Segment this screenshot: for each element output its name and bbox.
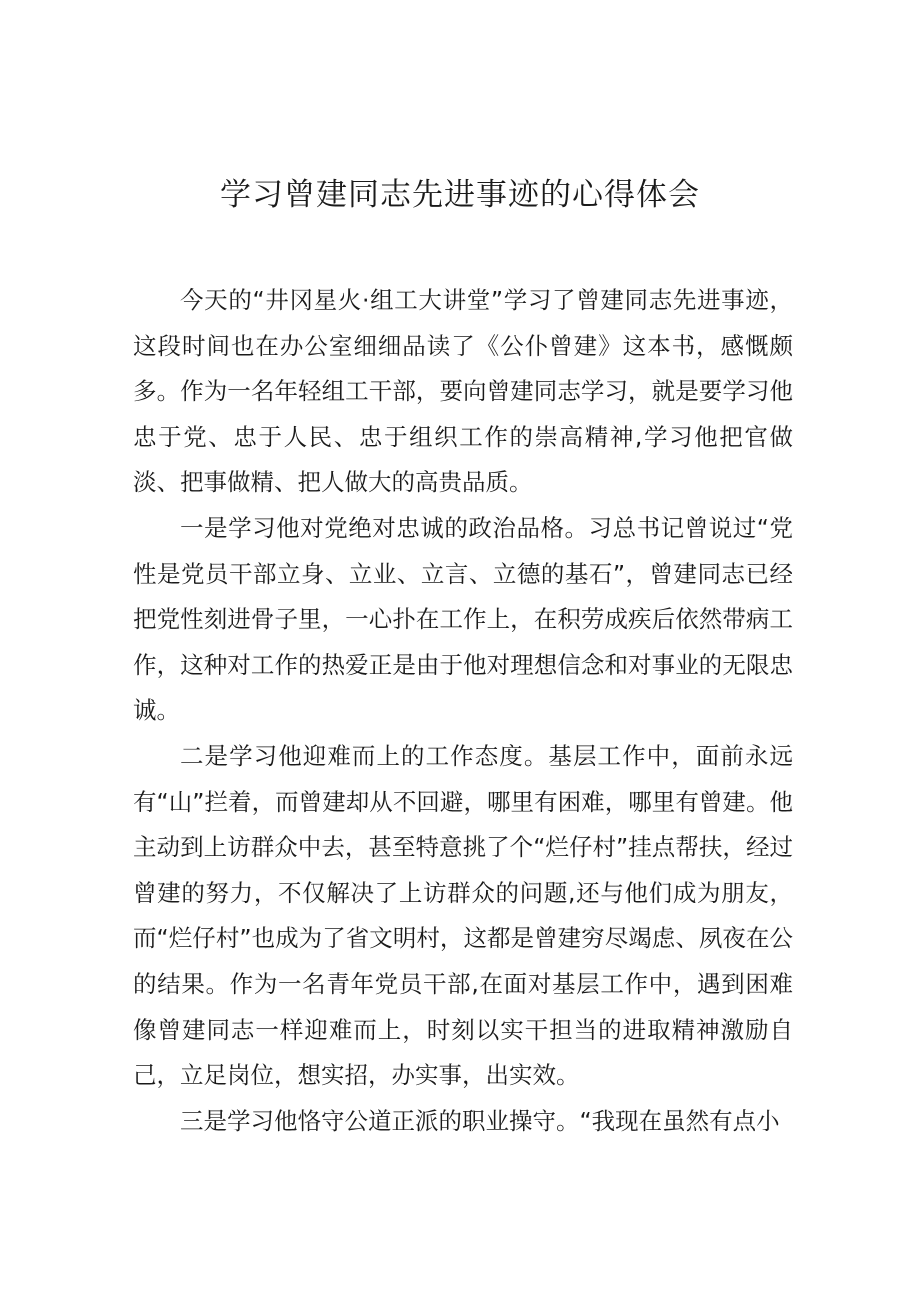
paragraph: 今天的“井冈星火·组工大讲堂”学习了曾建同志先进事迹，这段时间也在办公室细细品读了《公仆曾建》这本书，感慨颇多。作为一名年轻组工干部，要向曾建同志学习，就是要学习他忠于党、忠于人民、忠于组织工作的崇高精神,学习他把官做淡、把事做精、把人做大的高贵品质。: [133, 286, 793, 497]
document-body: [133, 278, 793, 1144]
document-title: 学习曾建同志先进事迹的心得体会: [220, 177, 700, 213]
paragraph: 一是学习他对党绝对忠诚的政治品格。习总书记曾说过“党性是党员干部立身、立业、立言、立德的基石”，曾建同志已经把党性刻进骨子里，一心扑在工作上，在积劳成疾后依然带病工作，这种对工作的热爱正是由于他对理想信念和对事业的无限忠诚。: [133, 513, 793, 725]
paragraph: 二是学习他迎难而上的工作态度。基层工作中，面前永远有“山”拦着，而曾建却从不回避，哪里有困难，哪里有曾建。他主动到上访群众中去，甚至特意挑了个“烂仔村”挂点帮扶，经过曾建的努力，不仅解决了上访群众的问题,还与他们成为朋友，而“烂仔村”也成为了省文明村，这都是曾建穷尽竭虑、夙夜在公的结果。作为一名青年党员干部,在面对基层工作中，遇到困难像曾建同志一样迎难而上，时刻以实干担当的进取精神激励自己，立足岗位，想实招，办实事，出实效。: [133, 741, 793, 1090]
paragraph: 三是学习他恪守公道正派的职业操守。“我现在虽然有点小: [180, 1106, 780, 1135]
